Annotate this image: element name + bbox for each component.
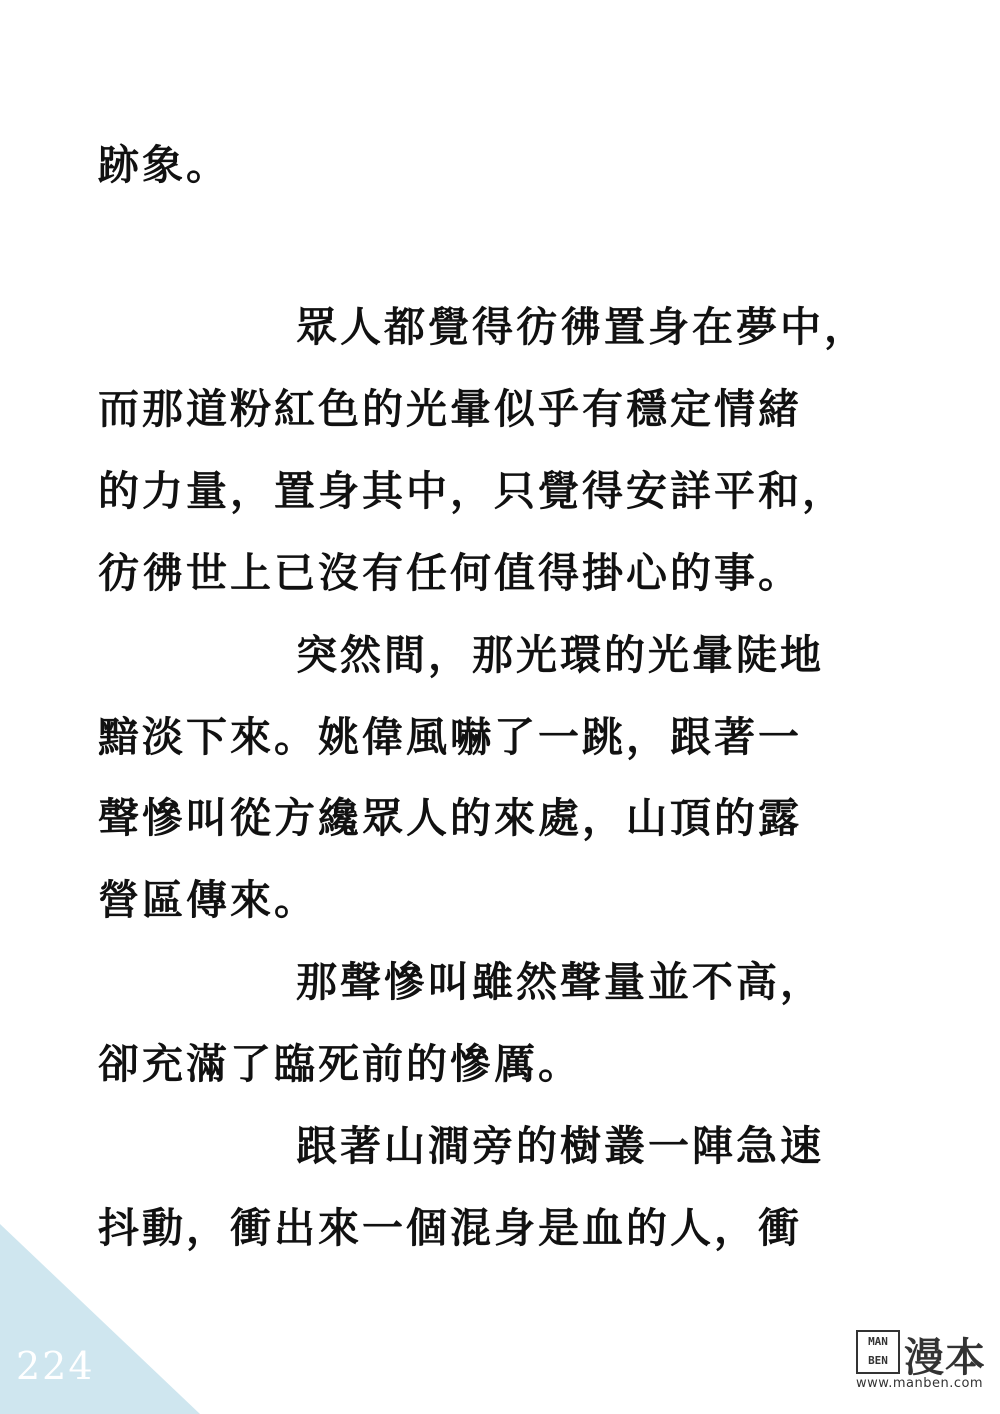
logo-mark <box>856 1330 900 1374</box>
text-line: 黯淡下來。姚偉風嚇了一跳，跟著一 <box>98 713 802 761</box>
page-number: 224 <box>16 1344 95 1388</box>
text-line: 而那道粉紅色的光暈似乎有穩定情緒 <box>98 385 802 433</box>
logo-url: www.manben.com <box>856 1376 984 1391</box>
text-line: 彷彿世上已沒有任何值得掛心的事。 <box>98 549 802 597</box>
text-line: 卻充滿了臨死前的慘厲。 <box>98 1040 582 1088</box>
text-line: 突然間，那光環的光暈陡地 <box>296 631 824 679</box>
text-line: 跡象。 <box>98 141 230 189</box>
text-line: 跟著山澗旁的樹叢一陣急速 <box>296 1122 824 1170</box>
logo-mark-bottom: BEN <box>868 1354 888 1367</box>
text-line: 營區傳來。 <box>98 876 318 924</box>
site-logo <box>856 1330 988 1392</box>
text-line: 抖動，衝出來一個混身是血的人，衝 <box>98 1204 802 1252</box>
text-line: 聲慘叫從方纔眾人的來處，山頂的露 <box>98 794 802 842</box>
text-line: 那聲慘叫雖然聲量並不高， <box>296 958 824 1006</box>
logo-name: 漫本 <box>904 1335 986 1381</box>
text-line: 的力量，置身其中，只覺得安詳平和， <box>98 467 846 515</box>
logo-mark-top: MAN <box>868 1335 888 1348</box>
text-line: 眾人都覺得彷彿置身在夢中， <box>296 303 868 351</box>
